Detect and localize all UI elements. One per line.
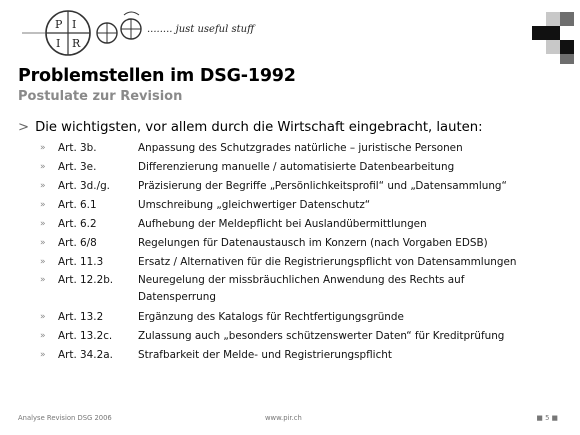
article-description: Regelungen für Datenaustausch im Konzern (nach Vorgaben EDSB) xyxy=(138,237,488,249)
footer-page-number: ■ 5 ■ xyxy=(536,414,558,422)
article-number: Art. 3b. xyxy=(58,142,97,154)
article-description: Aufhebung der Meldepflicht bei Auslandübermittlungen xyxy=(138,218,427,230)
article-description: Ergänzung des Katalogs für Rechtfertigungsgründe xyxy=(138,311,404,323)
bullet: » xyxy=(40,200,46,210)
article-number: Art. 6.2 xyxy=(58,218,97,230)
bullet: » xyxy=(40,350,46,360)
corner-squares-decoration xyxy=(510,0,580,75)
article-number: Art. 3d./g. xyxy=(58,180,110,192)
intro-text: Die wichtigsten, vor allem durch die Wirtschaft eingebracht, lauten: xyxy=(35,120,483,135)
article-number: Art. 12.2b. xyxy=(58,274,114,286)
article-number: Art. 6.1 xyxy=(58,199,97,211)
tagline: ........ just useful stuff xyxy=(147,24,255,35)
article-number: Art. 11.3 xyxy=(58,256,104,268)
article-description: Präzisierung der Begriffe „Persönlichkeitsprofil“ und „Datensammlung“ xyxy=(138,180,507,192)
bullet: » xyxy=(40,181,46,191)
article-description: Differenzierung manuelle / automatisierte Datenbearbeitung xyxy=(138,161,455,173)
bullet: » xyxy=(40,257,46,267)
logo-letter-i-top: I xyxy=(72,18,77,31)
article-number: Art. 6/8 xyxy=(58,237,97,249)
article-description: Zulassung auch „besonders schützenswerter Daten“ für Kreditprüfung xyxy=(138,330,505,342)
bullet: » xyxy=(40,219,46,229)
bullet: » xyxy=(40,238,46,248)
intro-line xyxy=(18,120,483,135)
bullet: » xyxy=(40,331,46,341)
logo-letter-i-bottom: I xyxy=(56,37,61,50)
article-number: Art. 13.2 xyxy=(58,311,104,323)
article-description: Neuregelung der missbräuchlichen Anwendung des Rechts auf Datensperrung xyxy=(138,274,465,303)
logo-letter-r: R xyxy=(72,37,81,50)
slide-subtitle: Postulate zur Revision xyxy=(18,89,183,104)
bullet: » xyxy=(40,143,46,153)
article-number: Art. 34.2a. xyxy=(58,349,113,361)
bullet: » xyxy=(40,162,46,172)
intro-marker: > xyxy=(18,120,30,135)
article-number: Art. 3e. xyxy=(58,161,97,173)
article-description: Anpassung des Schutzgrades natürliche – juristische Personen xyxy=(138,142,463,154)
bullet: » xyxy=(40,275,46,285)
article-number: Art. 13.2c. xyxy=(58,330,113,342)
article-description: Strafbarkeit der Melde- und Registrierungspflicht xyxy=(138,349,392,361)
bullet: » xyxy=(40,312,46,322)
footer-url: www.pir.ch xyxy=(265,414,302,422)
slide-title: Problemstellen im DSG-1992 xyxy=(18,66,296,86)
logo-letter-p: P xyxy=(55,18,63,31)
article-description: Umschreibung „gleichwertiger Datenschutz“ xyxy=(138,199,371,211)
footer-left: Analyse Revision DSG 2006 xyxy=(18,414,112,422)
article-description: Ersatz / Alternativen für die Registrierungspflicht von Datensammlungen xyxy=(138,256,517,268)
